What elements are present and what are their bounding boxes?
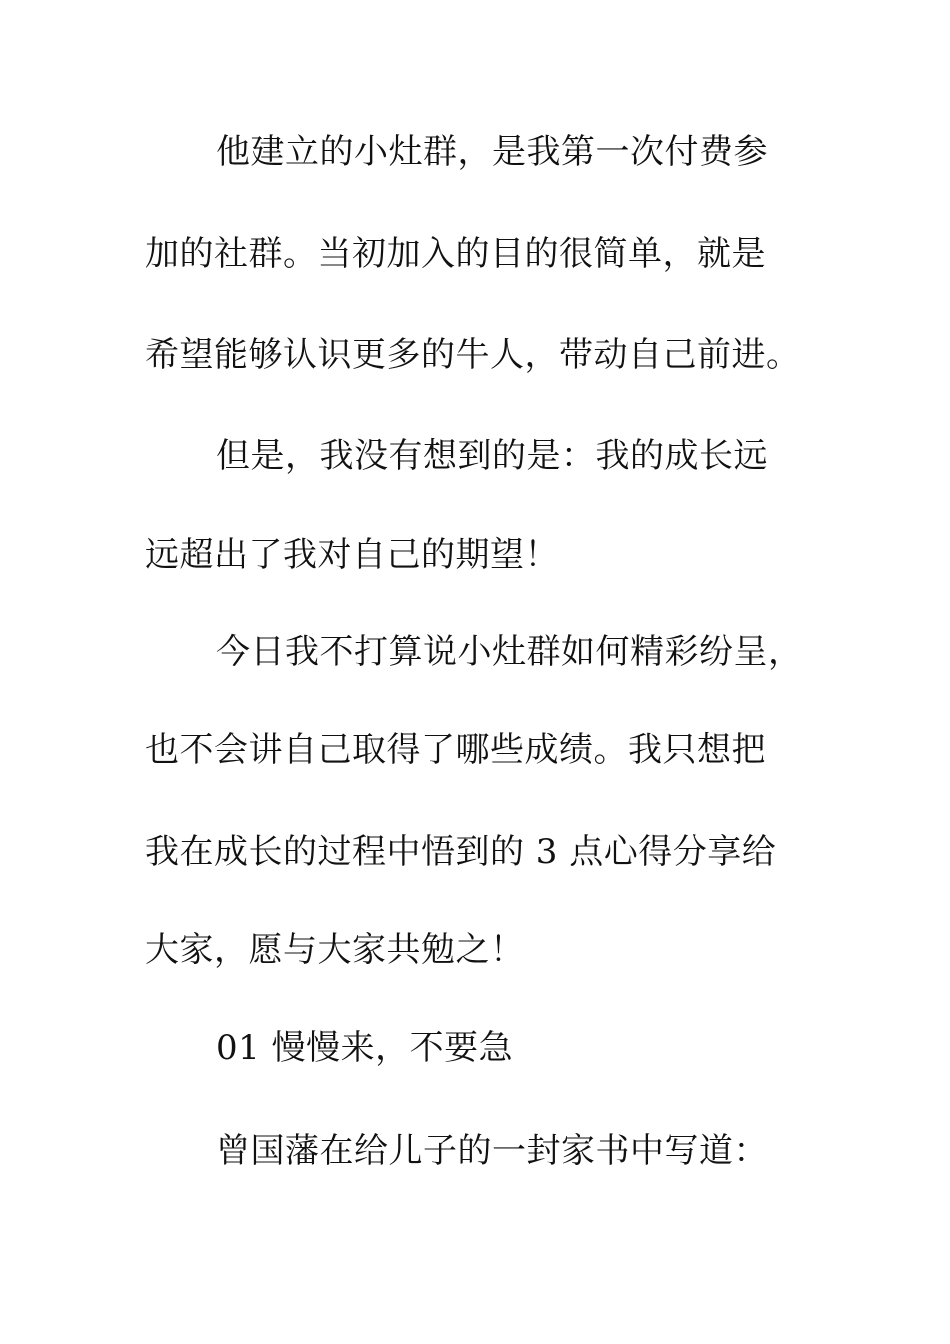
paragraph-1-line-2: 加的社群。当初加入的目的很简单，就是	[145, 234, 766, 274]
paragraph-3-line-4: 大家，愿与大家共勉之！	[145, 930, 525, 970]
paragraph-2-line-2: 远超出了我对自己的期望！	[145, 535, 559, 575]
paragraph-3-line-3: 我在成长的过程中悟到的 3 点心得分享给	[145, 832, 777, 872]
paragraph-2-line-1: 但是，我没有想到的是：我的成长远	[216, 436, 768, 476]
paragraph-3-line-2: 也不会讲自己取得了哪些成绩。我只想把	[145, 730, 766, 770]
paragraph-3-line-1: 今日我不打算说小灶群如何精彩纷呈，	[216, 632, 803, 672]
paragraph-1-line-3: 希望能够认识更多的牛人，带动自己前进。	[145, 335, 801, 375]
paragraph-4-line-1: 曾国藩在给儿子的一封家书中写道：	[216, 1131, 768, 1171]
section-heading: 01 慢慢来，不要急	[216, 1028, 514, 1068]
paragraph-1-line-1: 他建立的小灶群，是我第一次付费参	[216, 132, 768, 172]
